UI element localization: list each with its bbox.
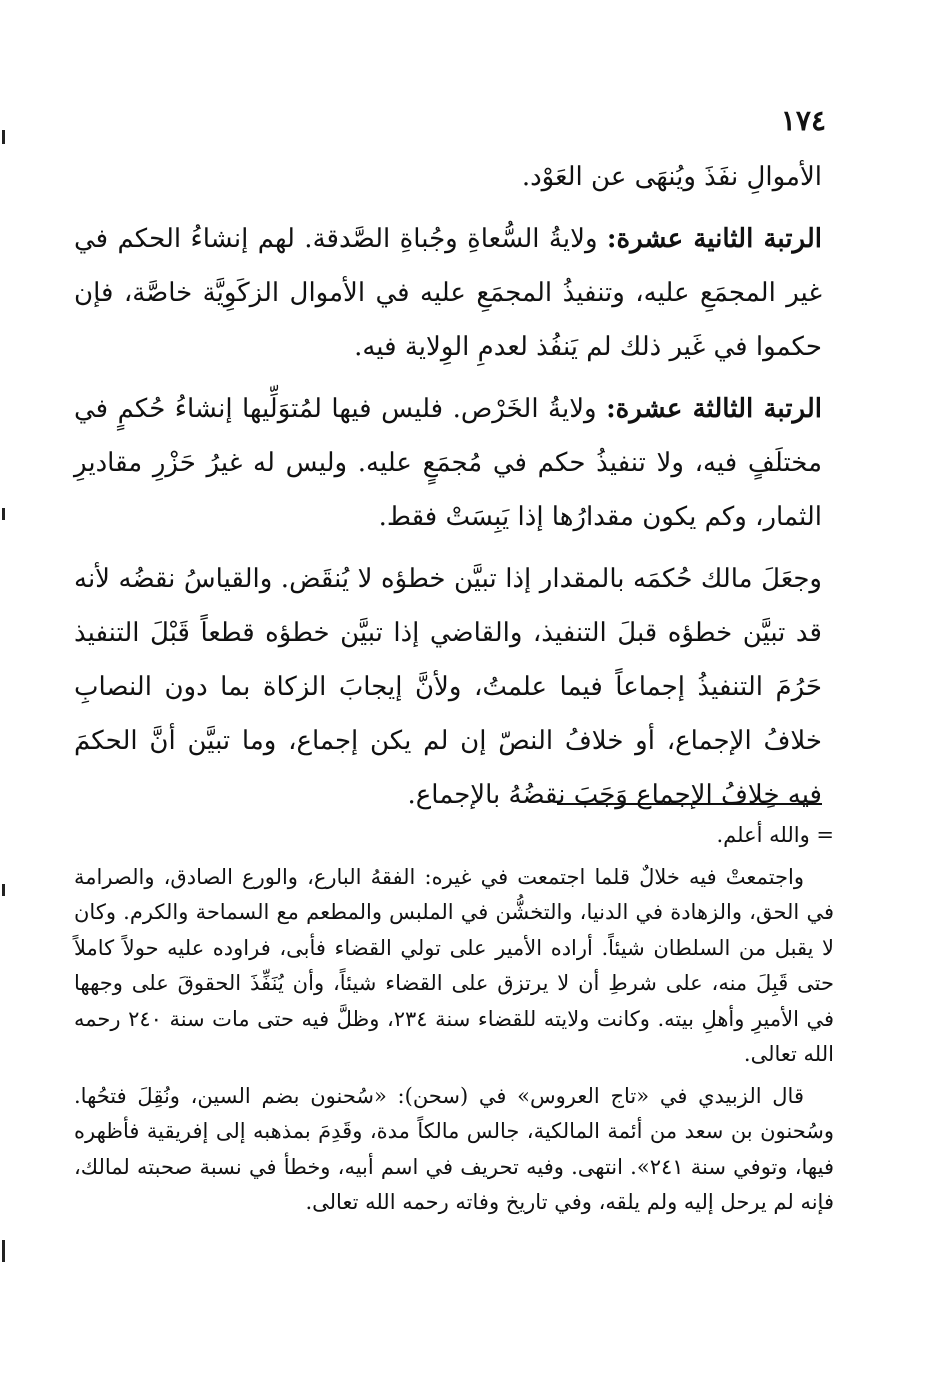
main-text — [74, 150, 822, 830]
scan-edge-mark — [2, 130, 5, 144]
footnote-biography — [74, 860, 834, 1073]
paragraph-rank-12 — [74, 212, 822, 374]
rank-13-title: الرتبة الثالثة عشرة: — [606, 394, 822, 424]
footnote-text: واجتمعتْ فيه خلالٌ قلما اجتمعت في غيره: الفقهُ البارع، والورع الصادق، والصرامة في الحق، والزهادة في الدنيا، والتخشُّن في الملبس والمطعم مع السماحة والكرم. وكان لا يقبل من السلطان شيئاً. أراده الأمير على تولي القضاء فأبى، فراوده عليه حولاً كاملاً حتى قَبِلَ منه، على شرطِ أن لا يرتزق على القضاء شيئاً، وأن يُنَفِّذَ الحقوقَ على وجهها في الأميرِ وأهلِ بيته. وكانت ولايته للقضاء سنة ٢٣٤، وظلَّ فيه حتى مات سنة ٢٤٠ رحمه الله تعالى. — [74, 864, 835, 1066]
paragraph-text: الأموالِ نفَذَ ويُنهَى عن العَوْد. — [521, 162, 822, 192]
rank-13-body: ولايةُ الخَرْص. فليس فيها لمُتوَلِّيها إنشاءُ حُكمٍ في مختلَفٍ فيه، ولا تنفيذُ حكم في مُجمَعٍ عليه. وليس له غيرُ حَزْرِ مقاديرِ الثمار، وكم يكون مقدارُها إذا يَبِسَتْ فقط. — [74, 394, 822, 532]
footnote-separator — [557, 803, 822, 805]
footnotes — [74, 818, 834, 1227]
footnote-text: قال الزبيدي في «تاج العروس» في (سحن): «سُحنون بضم السين، ونُقِلَ فتحُها. وسُحنون بن سعد من أئمة المالكية، جالس مالكاً مدة، وقَدِمَ بمذهبه إلى إفريقية فأظهره فيها، وتوفي سنة ٢٤١». انتهى. وفيه تحريف في اسم أبيه، وخطأ في نسبة صحبته لمالك، فإنه لم يرحل إليه ولم يلقه، وفي تاريخ وفاته رحمه الله تعالى. — [74, 1083, 834, 1214]
paragraph-rank-13 — [74, 382, 822, 544]
footnote-continuation — [74, 818, 834, 854]
rank-12-body: ولايةُ السُّعاةِ وجُباةِ الصَّدقة. لهم إنشاءُ الحكم في غير المجمَعِ عليه، وتنفيذُ المجمَعِ عليه في الأموال الزكَوِيَّة خاصَّة، فإن حكموا في غَير ذلك لم يَنفُذ لعدمِ الوِلاية فيه. — [74, 224, 822, 362]
paragraph-continuation — [74, 150, 822, 204]
footnote-text: = والله أعلم. — [716, 823, 834, 847]
page-number: ١٧٤ — [780, 104, 826, 137]
scan-edge-mark — [2, 1240, 5, 1262]
footnote-zabidi — [74, 1079, 834, 1221]
paragraph-text: وجعَلَ مالك حُكمَه بالمقدار إذا تبيَّن خطؤه لا يُنقَض. والقياسُ نقضُه لأنه قد تبيَّن خطؤه قبلَ التنفيذ، والقاضي إذا تبيَّن خطؤه قطعاً قَبْلَ التنفيذ حَرُمَ التنفيذُ إجماعاً فيما علمتُ، ولأنَّ إيجابَ الزكاة بما دون النصابِ خلافُ الإجماع، أو خلافُ النصّ إن لم يكن إجماع، وما تبيَّن أنَّ الحكمَ فيه خِلافُ الإجماع وَجَبَ نقضُهُ بالإجماع. — [74, 564, 822, 810]
paragraph-malik — [74, 552, 822, 822]
scan-edge-mark — [2, 884, 5, 896]
rank-12-title: الرتبة الثانية عشرة: — [606, 224, 823, 254]
scan-edge-mark — [2, 508, 5, 520]
